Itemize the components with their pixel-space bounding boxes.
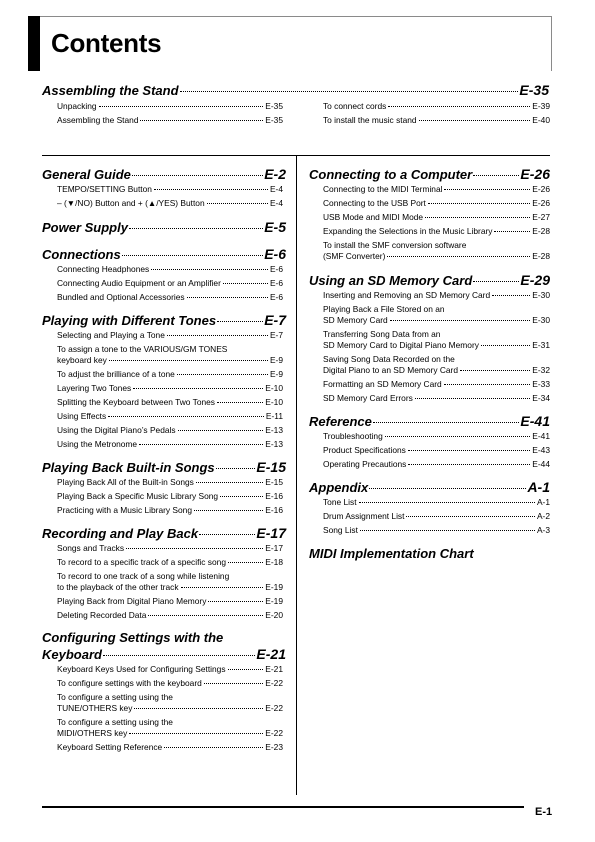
leader-dots: [180, 91, 519, 92]
toc-entry[interactable]: Using the Metronome E-13: [57, 439, 283, 449]
toc-entry[interactable]: Expanding the Selections in the Music Library E-28: [323, 226, 550, 236]
toc-entry[interactable]: Playing Back All of the Built-in Songs E-15: [57, 477, 283, 487]
toc-entry[interactable]: Playing Back a File Stored on an SD Memory Card E-30: [323, 304, 550, 325]
toc-entry[interactable]: Transferring Song Data from an SD Memory Card to Digital Piano Memory E-31: [323, 329, 550, 350]
toc-entry[interactable]: To connect cords E-39: [323, 101, 550, 111]
title-accent-block: [28, 16, 40, 71]
toc-entry[interactable]: Drum Assignment List A-2: [323, 511, 550, 521]
toc-entry[interactable]: Connecting Audio Equipment or an Amplifier E-6: [57, 278, 283, 288]
toc-entry[interactable]: – (▼/NO) Button and + (▲/YES) Button E-4: [57, 198, 283, 208]
toc-entry[interactable]: To install the SMF conversion software (SMF Converter) E-28: [323, 240, 550, 261]
toc-entry[interactable]: Playing Back from Digital Piano Memory E-19: [57, 596, 283, 606]
toc-entry[interactable]: Playing Back a Specific Music Library Song E-16: [57, 491, 283, 501]
toc-entry[interactable]: Formatting an SD Memory Card E-33: [323, 379, 550, 389]
toc-entry[interactable]: SD Memory Card Errors E-34: [323, 393, 550, 403]
toc-entry[interactable]: Using Effects E-11: [57, 411, 283, 421]
toc-heading-appendix[interactable]: Appendix A-1: [309, 479, 550, 495]
toc-heading-general[interactable]: General Guide E-2: [42, 166, 286, 182]
toc-entry[interactable]: Practicing with a Music Library Song E-16: [57, 505, 283, 515]
toc-heading-tones[interactable]: Playing with Different Tones E-7: [42, 312, 286, 328]
toc-entry[interactable]: Splitting the Keyboard between Two Tones E-10: [57, 397, 283, 407]
toc-entry[interactable]: Using the Digital Piano’s Pedals E-13: [57, 425, 283, 435]
toc-entry[interactable]: Assembling the Stand E-35: [57, 115, 283, 125]
toc-entry[interactable]: USB Mode and MIDI Mode E-27: [323, 212, 550, 222]
toc-entry[interactable]: To configure a setting using the TUNE/OTHERS key E-22: [57, 692, 283, 713]
column-divider: [296, 155, 297, 795]
toc-entry[interactable]: TEMPO/SETTING Button E-4: [57, 184, 283, 194]
toc-entry[interactable]: Connecting Headphones E-6: [57, 264, 283, 274]
toc-heading-sdcard[interactable]: Using an SD Memory Card E-29: [309, 272, 550, 288]
toc-heading-assembling[interactable]: Assembling the Stand E-35: [42, 82, 549, 98]
toc-entry[interactable]: Tone List A-1: [323, 497, 550, 507]
toc-heading-computer[interactable]: Connecting to a Computer E-26: [309, 166, 550, 182]
toc-entry[interactable]: Operating Precautions E-44: [323, 459, 550, 469]
toc-heading-power[interactable]: Power Supply E-5: [42, 219, 286, 235]
toc-entry[interactable]: Product Specifications E-43: [323, 445, 550, 455]
toc-entry[interactable]: Saving Song Data Recorded on the Digital Piano to an SD Memory Card E-32: [323, 354, 550, 375]
toc-entry[interactable]: Unpacking E-35: [57, 101, 283, 111]
toc-entry[interactable]: Connecting to the MIDI Terminal E-26: [323, 184, 550, 194]
toc-entry[interactable]: Deleting Recorded Data E-20: [57, 610, 283, 620]
toc-entry[interactable]: To record to one track of a song while listening to the playback of the other track E-19: [57, 571, 283, 592]
toc-heading-connections[interactable]: Connections E-6: [42, 246, 286, 262]
toc-heading-reference[interactable]: Reference E-41: [309, 413, 550, 429]
toc-entry[interactable]: Keyboard Setting Reference E-23: [57, 742, 283, 752]
toc-entry[interactable]: Connecting to the USB Port E-26: [323, 198, 550, 208]
toc-entry[interactable]: To assign a tone to the VARIOUS/GM TONES keyboard key E-9: [57, 344, 283, 365]
toc-entry[interactable]: Layering Two Tones E-10: [57, 383, 283, 393]
toc-heading-midi[interactable]: MIDI Implementation Chart: [309, 546, 474, 561]
toc-entry[interactable]: To configure settings with the keyboard E-22: [57, 678, 283, 688]
page-number: E-1: [535, 806, 553, 818]
footer-rule: [42, 806, 524, 808]
toc-entry[interactable]: Song List A-3: [323, 525, 550, 535]
toc-entry[interactable]: To record to a specific track of a specific song E-18: [57, 557, 283, 567]
toc-entry[interactable]: Songs and Tracks E-17: [57, 543, 283, 553]
toc-entry[interactable]: To adjust the brilliance of a tone E-9: [57, 369, 283, 379]
toc-entry[interactable]: Keyboard Keys Used for Configuring Settings E-21: [57, 664, 283, 674]
toc-heading-recording[interactable]: Recording and Play Back E-17: [42, 525, 286, 541]
toc-entry[interactable]: Inserting and Removing an SD Memory Card E-30: [323, 290, 550, 300]
toc-heading-playback[interactable]: Playing Back Built-in Songs E-15: [42, 459, 286, 475]
page-title: Contents: [51, 28, 162, 58]
toc-entry[interactable]: To install the music stand E-40: [323, 115, 550, 125]
toc-entry[interactable]: Bundled and Optional Accessories E-6: [57, 292, 283, 302]
toc-entry[interactable]: Selecting and Playing a Tone E-7: [57, 330, 283, 340]
toc-heading-configuring[interactable]: Configuring Settings with the Keyboard E-21: [42, 630, 286, 662]
toc-entry[interactable]: To configure a setting using the MIDI/OTHERS key E-22: [57, 717, 283, 738]
toc-entry[interactable]: Troubleshooting E-41: [323, 431, 550, 441]
